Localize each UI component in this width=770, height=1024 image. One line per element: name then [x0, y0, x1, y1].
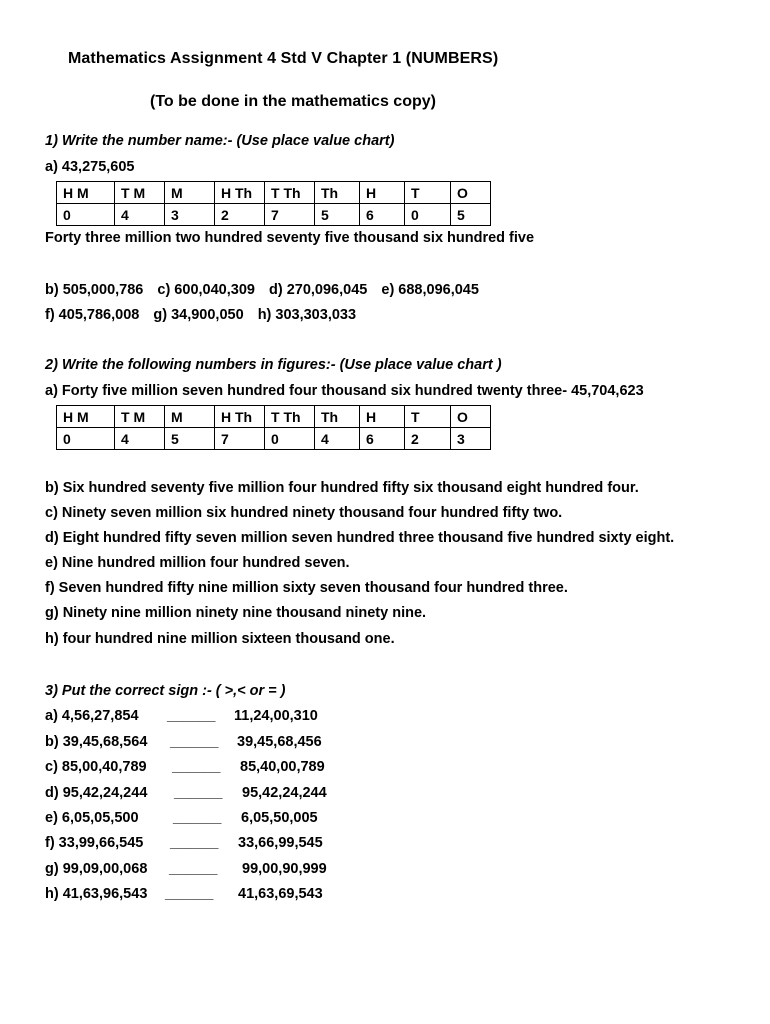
comparison-item: [45, 810, 318, 826]
column-header: H Th: [215, 406, 265, 428]
number-item: e) 688,096,045: [381, 282, 479, 298]
digit-cell: 6: [360, 428, 405, 450]
page-title: Mathematics Assignment 4 Std V Chapter 1 (NUMBERS): [68, 50, 499, 67]
question-2-item: f) Seven hundred fifty nine million sixty seven thousand four hundred three.: [45, 580, 568, 596]
comparison-left: e) 6,05,05,500: [45, 810, 139, 826]
digit-cell: 0: [57, 204, 115, 226]
comparison-left: h) 41,63,96,543: [45, 886, 148, 902]
column-header: M: [165, 182, 215, 204]
question-2-item: c) Ninety seven million six hundred ninety thousand four hundred fifty two.: [45, 505, 563, 521]
comparison-right: 33,66,99,545: [238, 835, 323, 851]
answer-blank[interactable]: ______: [173, 810, 222, 826]
number-item: b) 505,000,786: [45, 282, 144, 298]
column-header: T M: [115, 182, 165, 204]
comparison-right: 6,05,50,005: [241, 810, 318, 826]
comparison-right: 11,24,00,310: [234, 708, 318, 724]
comparison-item: [45, 734, 322, 750]
column-header: H: [360, 406, 405, 428]
question-2-item: e) Nine hundred million four hundred seven.: [45, 555, 350, 571]
digit-cell: 4: [115, 204, 165, 226]
comparison-item: [45, 835, 323, 851]
answer-blank[interactable]: ______: [167, 708, 216, 724]
column-header: H M: [57, 182, 115, 204]
digit-cell: 4: [315, 428, 360, 450]
number-item: g) 34,900,050: [153, 307, 244, 323]
comparison-left: d) 95,42,24,244: [45, 785, 148, 801]
column-header: H Th: [215, 182, 265, 204]
column-header: T: [405, 182, 451, 204]
column-header: O: [451, 406, 491, 428]
digit-cell: 0: [405, 204, 451, 226]
question-3-heading: 3) Put the correct sign :- ( >,< or = ): [45, 683, 286, 699]
digit-cell: 3: [451, 428, 491, 450]
place-value-digit-row: [57, 428, 491, 450]
comparison-left: g) 99,09,00,068: [45, 861, 148, 877]
number-item: c) 600,040,309: [157, 282, 255, 298]
column-header: O: [451, 182, 491, 204]
place-value-chart-1: [56, 181, 491, 226]
place-value-header-row: [57, 182, 491, 204]
answer-blank[interactable]: ______: [170, 734, 219, 750]
digit-cell: 0: [265, 428, 315, 450]
comparison-right: 99,00,90,999: [242, 861, 327, 877]
comparison-left: b) 39,45,68,564: [45, 734, 148, 750]
page-subtitle: (To be done in the mathematics copy): [150, 93, 436, 110]
answer-blank[interactable]: ______: [169, 861, 218, 877]
answer-blank[interactable]: ______: [172, 759, 221, 775]
digit-cell: 7: [215, 428, 265, 450]
comparison-left: c) 85,00,40,789: [45, 759, 147, 775]
question-1-answer: Forty three million two hundred seventy five thousand six hundred five: [45, 230, 535, 246]
comparison-left: a) 4,56,27,854: [45, 708, 139, 724]
question-1-numbers-row-1: [45, 282, 479, 298]
comparison-item: [45, 785, 327, 801]
question-2-item: h) four hundred nine million sixteen thousand one.: [45, 631, 395, 647]
comparison-right: 85,40,00,789: [240, 759, 325, 775]
comparison-item: [45, 759, 325, 775]
answer-blank[interactable]: ______: [174, 785, 223, 801]
column-header: Th: [315, 182, 360, 204]
question-1-example-label: a) 43,275,605: [45, 159, 135, 175]
comparison-right: 41,63,69,543: [238, 886, 323, 902]
column-header: T: [405, 406, 451, 428]
column-header: Th: [315, 406, 360, 428]
digit-cell: 2: [405, 428, 451, 450]
digit-cell: 2: [215, 204, 265, 226]
number-item: h) 303,303,033: [257, 307, 357, 323]
place-value-chart-2: [56, 405, 491, 450]
digit-cell: 5: [315, 204, 360, 226]
digit-cell: 5: [451, 204, 491, 226]
digit-cell: 7: [265, 204, 315, 226]
column-header: H: [360, 182, 405, 204]
comparison-left: f) 33,99,66,545: [45, 835, 144, 851]
answer-blank[interactable]: ______: [165, 886, 214, 902]
digit-cell: 6: [360, 204, 405, 226]
column-header: H M: [57, 406, 115, 428]
digit-cell: 3: [165, 204, 215, 226]
comparison-item: [45, 886, 323, 902]
comparison-item: [45, 861, 327, 877]
question-1-numbers-row-2: [45, 307, 356, 323]
comparison-right: 95,42,24,244: [242, 785, 327, 801]
question-2-item: b) Six hundred seventy five million four hundred fifty six thousand eight hundred four.: [45, 480, 639, 496]
answer-blank[interactable]: ______: [170, 835, 219, 851]
column-header: T Th: [265, 182, 315, 204]
number-item: f) 405,786,008: [45, 307, 140, 323]
column-header: T Th: [265, 406, 315, 428]
question-2-item: g) Ninety nine million ninety nine thousand ninety nine.: [45, 605, 427, 621]
question-2-heading: 2) Write the following numbers in figures:- (Use place value chart ): [45, 357, 502, 373]
question-2-item: d) Eight hundred fifty seven million seven hundred three thousand five hundred sixty eight.: [45, 530, 675, 546]
place-value-header-row: [57, 406, 491, 428]
place-value-digit-row: [57, 204, 491, 226]
column-header: M: [165, 406, 215, 428]
number-item: d) 270,096,045: [268, 282, 368, 298]
column-header: T M: [115, 406, 165, 428]
comparison-right: 39,45,68,456: [237, 734, 322, 750]
question-2-example: a) Forty five million seven hundred four thousand six hundred twenty three- 45,704,623: [45, 383, 644, 399]
comparison-item: [45, 708, 318, 724]
digit-cell: 0: [57, 428, 115, 450]
digit-cell: 5: [165, 428, 215, 450]
digit-cell: 4: [115, 428, 165, 450]
question-1-heading: 1) Write the number name:- (Use place value chart): [45, 133, 395, 149]
